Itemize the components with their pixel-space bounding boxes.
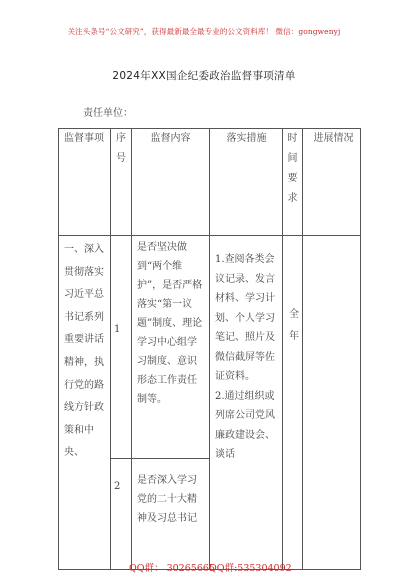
footer-qq-group-1: QQ群： 30265665 [129, 563, 215, 574]
header-time: 时间要求 [283, 129, 303, 236]
header-measures: 落实措施 [210, 129, 283, 236]
cell-progress [303, 236, 361, 570]
cell-supervision-item: 一、深入贯彻落实习近平总书记系列重要讲话精神，执行党的路线方针政策和中央、 [59, 236, 111, 570]
responsible-unit-label: 责任单位： [83, 108, 133, 119]
footer-qq-group-2: QQ群:535304092 [209, 563, 292, 574]
cell-seq: 2 [111, 459, 132, 570]
header-progress: 进展情况 [303, 129, 361, 236]
header-seq: 序号 [111, 129, 132, 236]
table-header-row [59, 129, 361, 236]
cell-measures: 1.查阅各类会议记录、发言材料、学习计划、个人学习笔记、照片及微信截屏等佐证资料。 2.通过组织或列席公司党风廉政建设会、谈话 [210, 236, 283, 570]
supervision-table [58, 128, 361, 570]
cell-content: 是否深入学习党的二十大精神及习总书记 [132, 459, 210, 570]
header-content: 监督内容 [132, 129, 210, 236]
promo-banner: 关注头条号“公文研究”，获得最新最全最专业的公文资料库！ 微信：gongwenyj [67, 27, 341, 36]
cell-seq: 1 [111, 236, 132, 459]
document-title: 2024年XX国企纪委政治监督事项清单 [112, 70, 296, 82]
header-supervision-item: 监督事项 [59, 129, 111, 236]
cell-content: 是否坚决做到“两个维护”，是否严格落实“第一议题”制度、理论学习中心组学习制度、意识形态工作责任制等。 [132, 236, 210, 459]
table-row [59, 236, 361, 459]
cell-time: 全年 [283, 236, 303, 570]
